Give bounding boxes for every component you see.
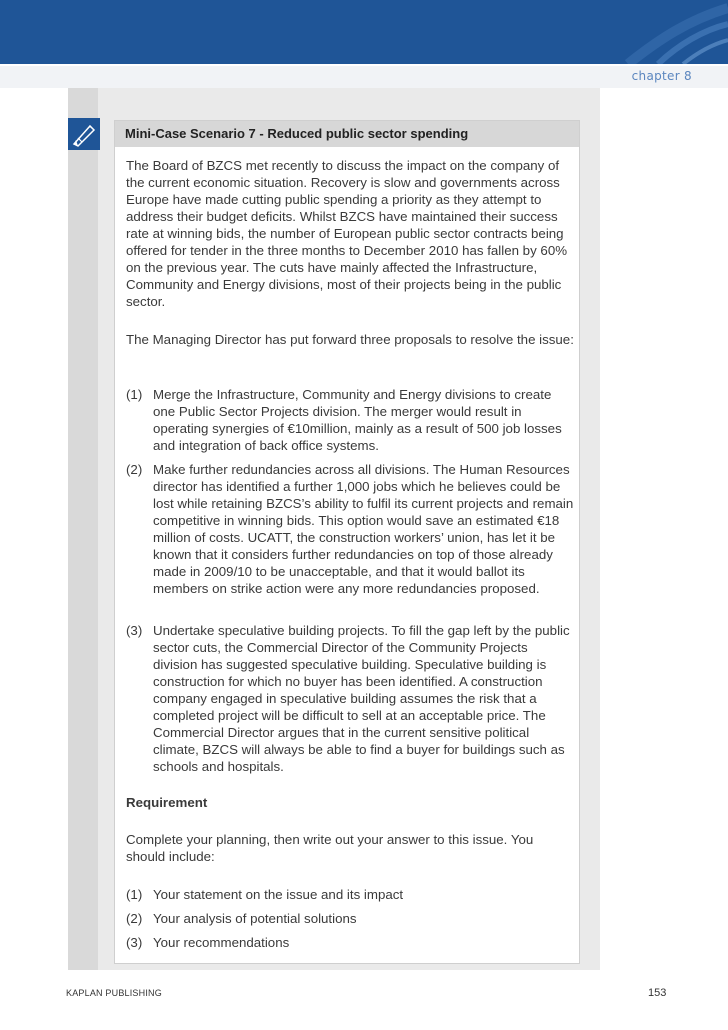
requirement-text: Your recommendations [153,935,290,950]
footer-publisher: KAPLAN PUBLISHING [66,988,162,998]
requirement-number: (2) [126,911,143,926]
proposal-number: (2) [126,462,143,477]
header-band [0,0,728,64]
proposal-text: Make further redundancies across all divisions. The Human Resources director has identified a further 1,000 jobs which he believes could be lost while retaining BZCS’s ability to fulfil its current projects and remain competitive in winning bids. This option would save an estimated €18 million of costs. UCATT, the construction workers’ union, has let it be known that it considers further redundancies on top of those already made in 2009/10 to be unacceptable, and that it would ballot its members on strike action were any more redundancies proposed. [153,462,574,596]
pen-icon [68,118,100,150]
proposal-number: (3) [126,623,143,638]
proposal-number: (1) [126,387,143,402]
requirement-number: (1) [126,887,143,902]
header-decoration [508,0,728,64]
chapter-label: chapter 8 [631,69,692,83]
requirement-heading: Requirement [126,795,208,810]
requirement-number: (3) [126,935,143,950]
requirement-intro: Complete your planning, then write out your answer to this issue. You should include: [126,832,534,864]
proposal-text: Merge the Infrastructure, Community and Energy divisions to create one Public Sector Projects division. The merger would result in operating synergies of €10million, mainly as a result of 500 job losses and integration of back office systems. [153,387,562,453]
md-intro: The Managing Director has put forward three proposals to resolve the issue: [126,332,574,347]
case-title: Mini-Case Scenario 7 - Reduced public sector spending [115,121,579,147]
case-intro: The Board of BZCS met recently to discuss the impact on the company of the current economic situation. Recovery is slow and governments across Europe have made cutting public spending a priority as they attempt to address their budget deficits. Whilst BZCS have maintained their success rate at winning bids, the number of European public sector contracts being offered for tender in the three months to December 2010 has fallen by 60% on the previous year. The cuts have mainly affected the Infrastructure, Community and Energy divisions, most of their projects being in the public sector. [126,158,568,309]
proposal-text: Undertake speculative building projects. To fill the gap left by the public sector cuts, the Commercial Director of the Community Projects division has suggested speculative building. Speculative building is construction for which no buyer has been identified. A construction company engaged in speculative building assumes the risk that a completed project will be difficult to sell at an acceptable price. The Commercial Director argues that in the current sensitive political climate, BZCS will always be able to find a buyer for buildings such as schools and hospitals. [153,623,570,774]
chapter-rule [0,66,728,88]
page-number: 153 [648,987,667,999]
requirement-text: Your statement on the issue and its impact [153,887,404,902]
requirement-text: Your analysis of potential solutions [153,911,357,926]
margin-strip [68,88,98,970]
